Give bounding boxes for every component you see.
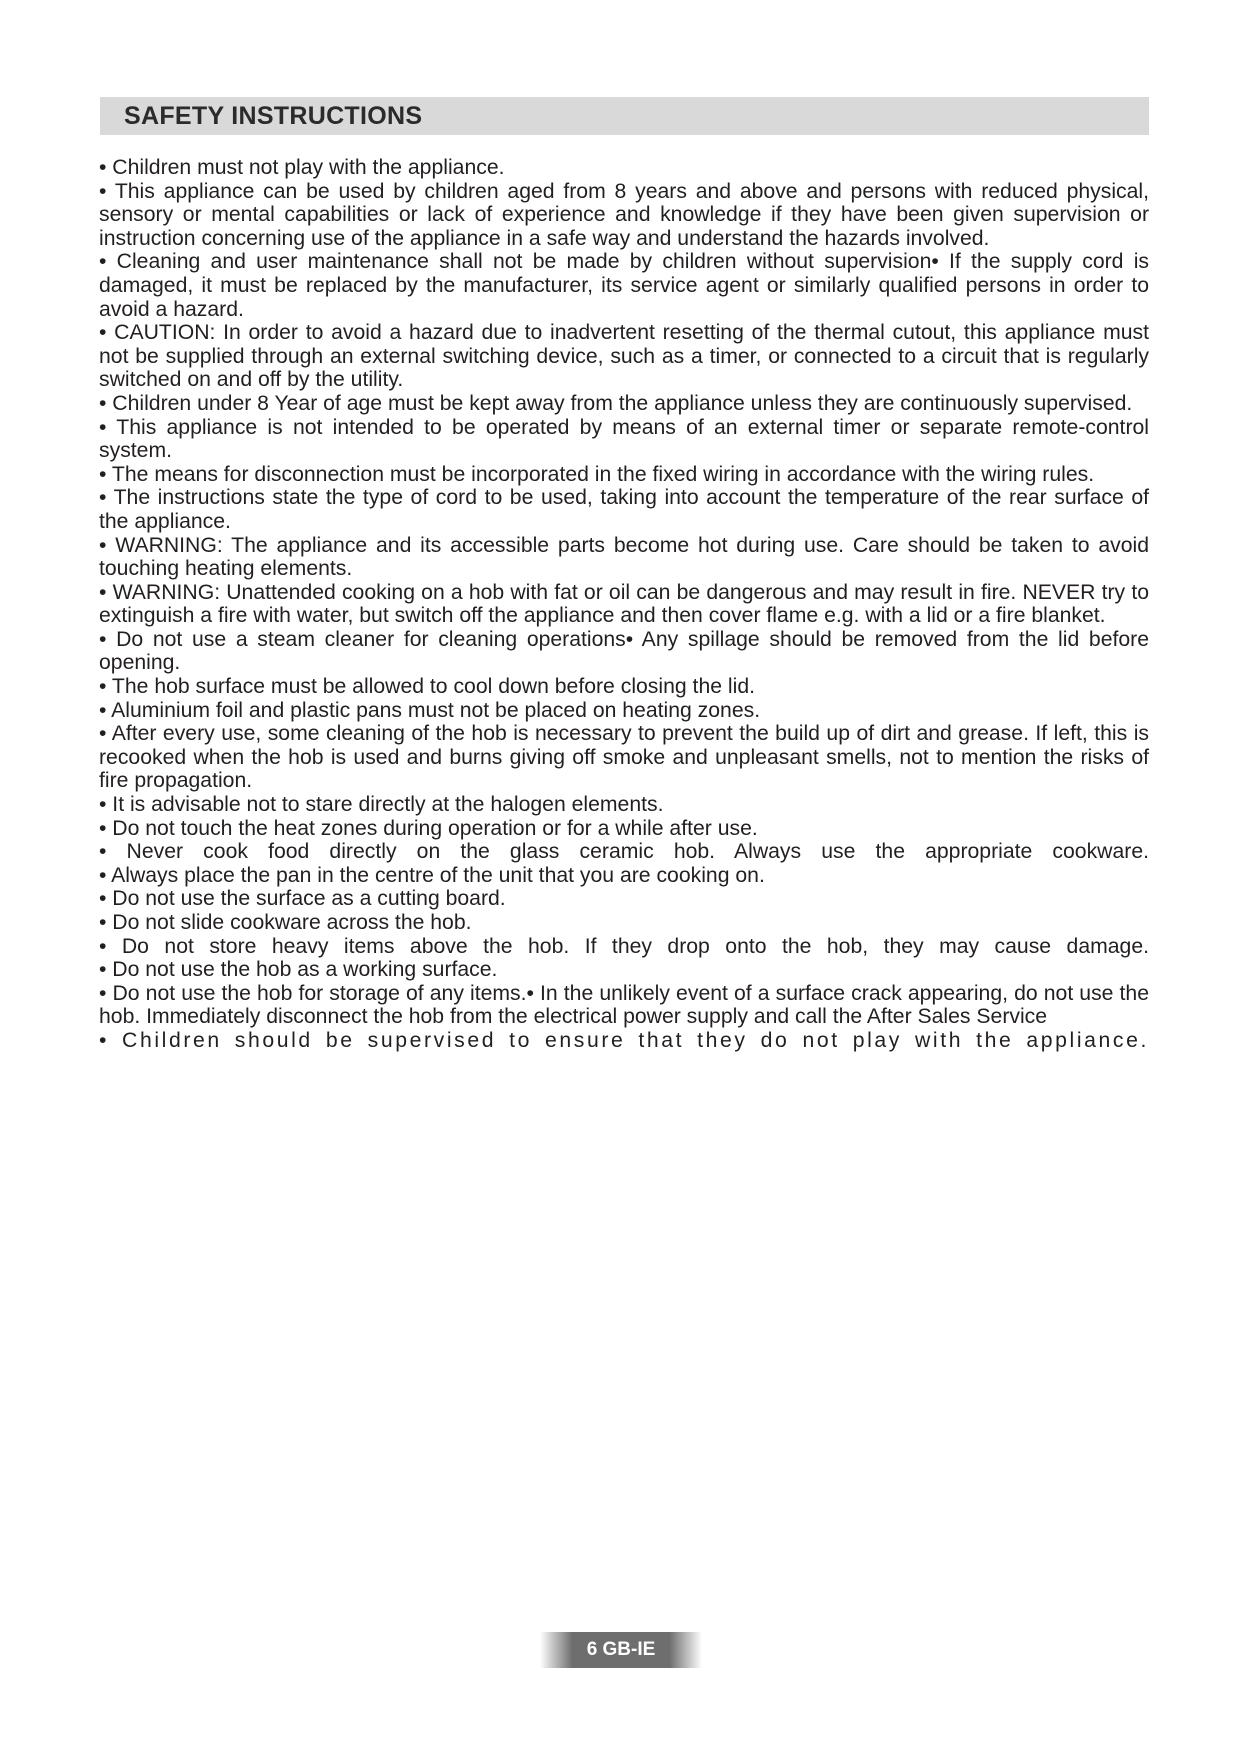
instruction-item: • Children must not play with the appliance.	[99, 156, 505, 179]
instruction-item: • Do not use the hob for storage of any items.• In the unlikely event of a surface crack appearing, do not use the hob. Immediately disconnect the hob from the electrical power supply and call the After Sales Service	[99, 981, 1149, 1029]
instruction-item: • Do not use the hob as a working surface.	[99, 958, 498, 982]
instruction-item: • This appliance can be used by children aged from 8 years and above and persons with reduced physical, sensory or mental capabilities or lack of experience and knowledge if they have been given supervision or instruction concerning use of the appliance in a safe way and understand the hazards involved.	[99, 179, 1149, 250]
page-title: SAFETY INSTRUCTIONS	[124, 102, 423, 130]
page-number: 6 GB-IE	[586, 1639, 656, 1660]
instruction-item: • Cleaning and user maintenance shall not be made by children without supervision• If the supply cord is damaged, it must be replaced by the manufacturer, its service agent or similarly qualified persons in order to avoid a hazard.	[99, 250, 1149, 321]
instruction-item: • Children should be supervised to ensure that they do not play with the appliance.	[99, 1028, 1149, 1052]
instruction-item: • WARNING: The appliance and its accessible parts become hot during use. Care should be taken to avoid touching heating elements.	[99, 533, 1149, 581]
page-number-badge	[540, 1632, 702, 1668]
instruction-item: • Do not use a steam cleaner for cleaning operations• Any spillage should be removed from the lid before opening.	[99, 627, 1149, 675]
instruction-item: • WARNING: Unattended cooking on a hob with fat or oil can be dangerous and may result in fire. NEVER try to extinguish a fire with water, but switch off the appliance and then cover flame e.g. with a lid or a fire blanket.	[99, 580, 1149, 628]
instruction-item: • The hob surface must be allowed to cool down before closing the lid.	[99, 675, 755, 699]
instruction-item: • Never cook food directly on the glass ceramic hob. Always use the appropriate cookware.	[99, 840, 1149, 864]
instruction-item: • Do not slide cookware across the hob.	[99, 911, 472, 934]
instruction-item: • CAUTION: In order to avoid a hazard due to inadvertent resetting of the thermal cutout, this appliance must not be supplied through an external switching device, such as a timer, or connected to a circuit that is regularly switched on and off by the utility.	[99, 321, 1149, 392]
instruction-item: • Do not touch the heat zones during operation or for a while after use.	[99, 816, 758, 840]
section-header-bar	[100, 97, 1149, 135]
instruction-item: • The means for disconnection must be incorporated in the fixed wiring in accordance with the wiring rules.	[99, 462, 1095, 486]
instruction-item: • Always place the pan in the centre of the unit that you are cooking on.	[99, 863, 765, 887]
instruction-item: • After every use, some cleaning of the hob is necessary to prevent the build up of dirt and grease. If left, this is recooked when the hob is used and burns giving off smoke and unpleasant smells, not to mention the risks of fire propagation.	[99, 722, 1149, 793]
instruction-item: • Children under 8 Year of age must be kept away from the appliance unless they are continuously supervised.	[99, 391, 1133, 415]
instruction-item: • Do not store heavy items above the hob. If they drop onto the hob, they may cause damage.	[99, 934, 1149, 958]
instruction-item: • Do not use the surface as a cutting board.	[99, 887, 506, 911]
instruction-item: • The instructions state the type of cord to be used, taking into account the temperature of the rear surface of the appliance.	[99, 486, 1149, 533]
instruction-item: • It is advisable not to stare directly at the halogen elements.	[99, 793, 664, 817]
safety-instructions-list	[99, 156, 1149, 1053]
instruction-item: • Aluminium foil and plastic pans must not be placed on heating zones.	[99, 698, 761, 722]
instruction-item: • This appliance is not intended to be operated by means of an external timer or separate remote-control system.	[99, 415, 1149, 463]
